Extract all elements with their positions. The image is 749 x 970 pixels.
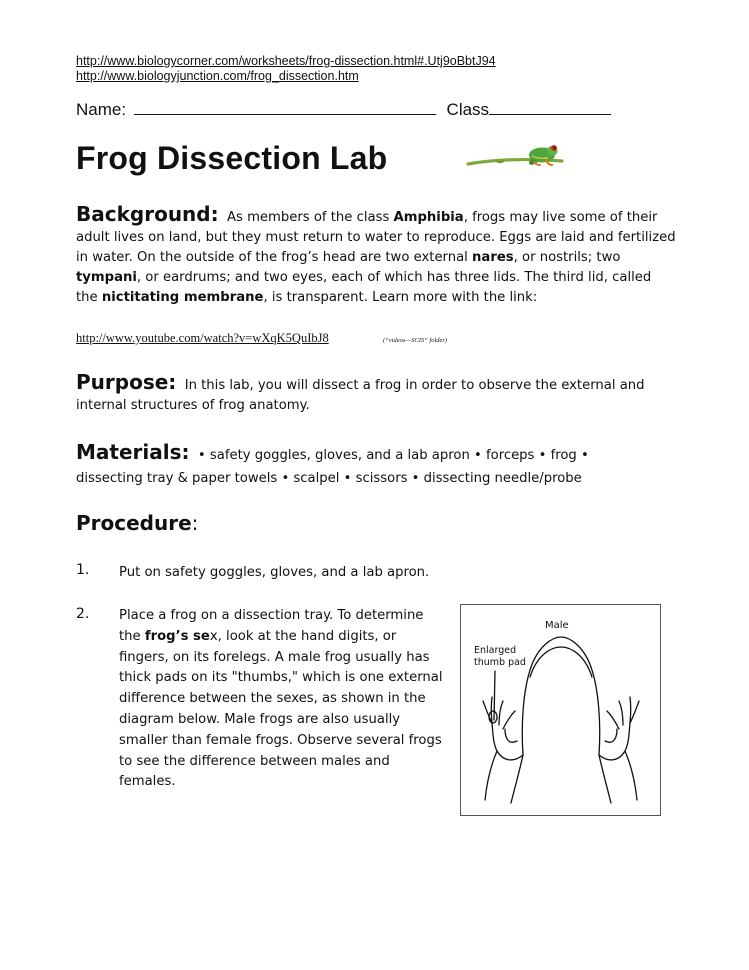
step-1-number: 1. (76, 562, 90, 578)
background-text: , or eardrums; and two eyes, each of which has three lids. The third lid, called the (76, 270, 652, 305)
procedure-heading-wrap (76, 511, 198, 535)
name-class-line (76, 100, 611, 120)
term-amphibia: Amphibia (393, 210, 464, 225)
materials-line-1 (76, 442, 696, 466)
purpose-paragraph (76, 372, 676, 416)
term-nictitating-membrane: nictitating membrane (101, 290, 264, 305)
video-note: (“videos—SCIS” folder) (383, 337, 448, 344)
name-label: Name: (76, 100, 127, 119)
term-frogs-sex: frog’s se (144, 628, 210, 644)
background-heading: Background: (76, 202, 219, 226)
background-text: , is transparent. Learn more with the link: (263, 290, 538, 305)
diagram-label-line1: Enlarged (474, 645, 517, 656)
diagram-title: Male (545, 620, 569, 631)
male-frog-drawing (461, 605, 660, 815)
page-title: Frog Dissection Lab (76, 140, 388, 176)
male-frog-diagram (460, 604, 661, 816)
video-link[interactable]: http://www.youtube.com/watch?v=wXqK5QuIbJ8 (76, 331, 329, 345)
materials-heading: Materials: (76, 440, 190, 464)
step-2-text (119, 606, 449, 793)
source-link-biologycorner[interactable]: http://www.biologycorner.com/worksheets/frog-dissection.html#.Utj9oBbtJ94 (76, 54, 496, 68)
diagram-label-line2: thumb pad (474, 657, 526, 668)
procedure-heading-colon: : (191, 511, 199, 535)
background-text: , or nostrils; two (513, 250, 621, 265)
procedure-heading: Procedure (76, 511, 192, 535)
class-blank[interactable] (489, 100, 611, 115)
background-text: As members of the class (227, 210, 394, 225)
step-1-text: Put on safety goggles, gloves, and a lab apron. (119, 565, 430, 580)
step-2-number: 2. (76, 606, 90, 622)
background-text: , frogs may live some of their adult lives on land, but they must return to water to reproduce. Eggs are laid and fertilized in water. On the outside of the frog’s head are two external (76, 210, 676, 265)
purpose-text: In this lab, you will dissect a frog in order to observe the external and internal structures of frog anatomy. (76, 378, 645, 413)
term-tympani: tympani (76, 270, 137, 285)
term-nares: nares (472, 250, 514, 265)
name-blank[interactable] (134, 100, 436, 115)
purpose-heading: Purpose: (76, 370, 177, 394)
step-2-text-part: x, look at the hand digits, or fingers, on its forelegs. A male frog usually has thick pads on its "thumbs," which is one external difference between the sexes, as shown in the diagram below. Male frogs are also usually smaller than female frogs. Observe several frogs to see the difference between males and females. (119, 628, 443, 790)
background-paragraph (76, 204, 676, 308)
materials-line-2: dissecting tray & paper towels • scalpel • scissors • dissecting needle/probe (76, 471, 582, 486)
step-2-text-part: Place a frog on a dissection tray. To determine the (119, 608, 424, 644)
source-link-biologyjunction[interactable]: http://www.biologyjunction.com/frog_dissection.htm (76, 69, 359, 83)
materials-items: • safety goggles, gloves, and a lab apron • forceps • frog • (197, 448, 589, 463)
class-label: Class (446, 100, 490, 119)
frog-on-branch-image (466, 138, 566, 172)
